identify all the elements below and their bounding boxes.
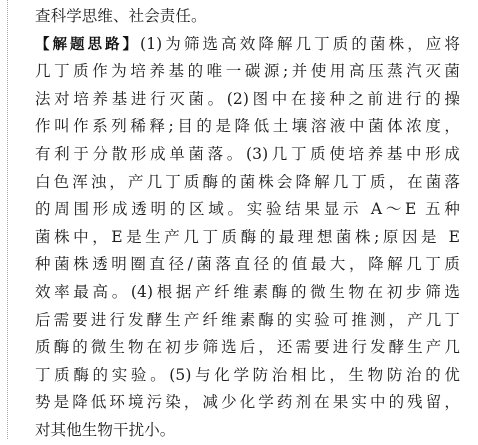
text-line-16: 对其他生物干扰小。 [35,420,176,439]
text-line-10: 种菌株透明圈直径/菌落直径的值最大，降解几丁质 [35,255,460,274]
dotted-margin-rule [7,0,8,439]
text-line-11: 效率最高。(4)根据产纤维素酶的微生物在初步筛选 [35,282,460,301]
text-line-6: 有利于分散形成单菌落。(3)几丁质使培养基中形成 [35,144,460,163]
text-line-14: 丁质酶的实验。(5)与化学防治相比，生物防治的优 [35,365,460,384]
text-line-9: 菌株中，E是生产几丁质酶的最理想菌株;原因是 E [35,227,460,246]
text-line-3: 几丁质作为培养基的唯一碳源;并使用高压蒸汽灭菌 [35,62,460,81]
text-line-1: 查科学思维、社会责任。 [35,7,207,25]
text-line-2 [35,31,460,59]
text-line-12: 后需要进行发酵生产纤维素酶的实验可推测，产几丁 [35,310,460,329]
text-line-5: 作叫作系列稀释;目的是降低土壤溶液中菌体浓度， [35,117,460,136]
text-line-13: 质酶的微生物在初步筛选后，还需要进行发酵生产几 [35,338,460,357]
text-line-4: 法对培养基进行灭菌。(2)图中在接种之前进行的操 [35,89,460,108]
text-line-2-body: (1)为筛选高效降解几丁质的菌株，应将 [140,34,460,53]
text-line-8: 的周围形成透明的区域。实验结果显示 A～E 五种 [35,200,460,219]
explanation-text-block [35,3,460,445]
text-line-15: 势是降低环境污染，减少化学药剂在果实中的残留， [35,393,460,412]
text-line-7: 白色浑浊，产几丁质酶的菌株会降解几丁质，在菌落 [35,172,460,191]
solution-approach-heading: 【解题思路】 [35,36,141,53]
